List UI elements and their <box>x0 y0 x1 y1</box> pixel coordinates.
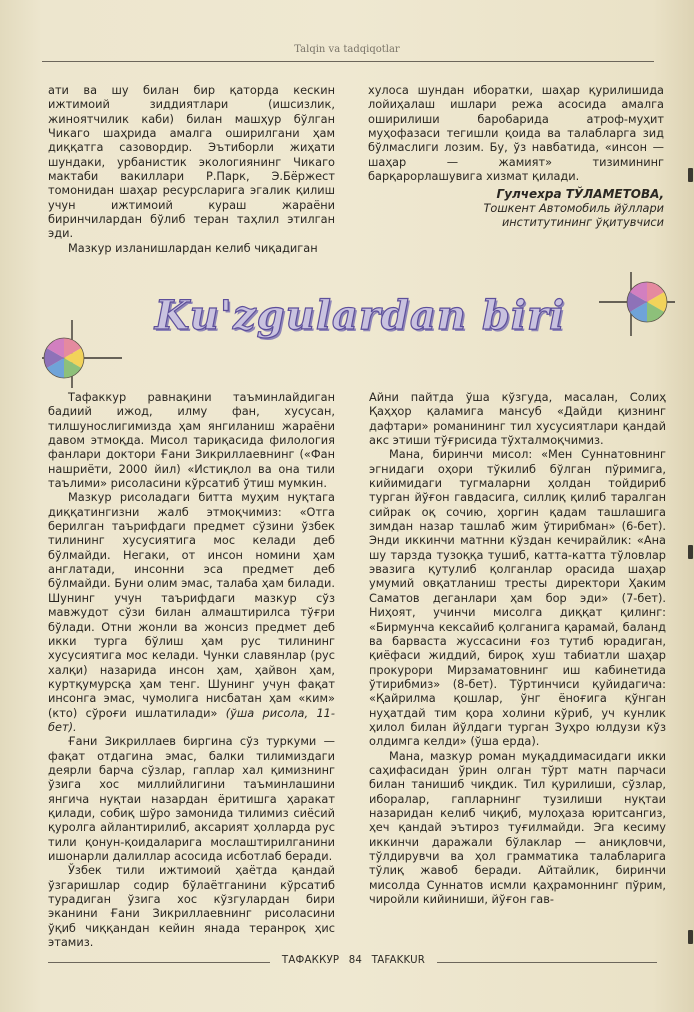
author-block <box>368 187 664 229</box>
paragraph: Ўзбек тили ижтимоий ҳаётда қандай ўзгаришлар содир бўлаётганини кўрсатиб турадиган ўзига хос кўзгулардан бири эканини Ғани Зикриллаевнинг рисоласини ўқиб чиққандан кейин янада теранроқ ҳис этамиз. <box>48 863 335 950</box>
paragraph: Тафаккур равнақини таъминлайдиган бадиий ижод, илму фан, хусусан, тилшунослигимизда ҳам янгиланиш жараёни давом этмоқда. Мисол тариқасида филология фанлари доктори Ғани Зикриллаевнинг («Фан нашриёти, 2000 йил) «Истиқлол ва она тили таълими» рисоласини кўрсатиб ўтиш мумкин. <box>48 390 335 491</box>
paragraph: Мана, биринчи мисол: «Мен Суннатовнинг эгнидаги оҳори тўкилиб бўлган пўримига, кийимидаги тугмаларни ҳолдан тойдириб турган йўғон гавдасига, силлиқ қилиб таралган сийрак оқ сочию, ҳоргин қадам ташлашига зимдан назар ташлаб жим ўтирибман» (6-бет). Энди иккинчи матнни кўздан кечирайлик: «Ана шу тарзда тузоққа тушиб, катта-катта тўловлар эвазига қутулиб қолганлар орасида шаҳар умумий овқатланиш тресты директори Ҳаким Саматов деганлари ҳам бор эди» (7-бет). Ниҳоят, учинчи мисолга диққат қилинг: «Бирмунча кексайиб қолганига қарамай, баланд ва барваста жуссасини ғоз тутиб юрадиган, қиёфаси жиддий, бироқ хуш табиатли шаҳар прокурори Мирзаматовнинг иш кабинетида ўтирибмиз» (8-бет). Тўртинчиси қуйидагича: «Қайрилма қошлар, ўнг ёноғига қўнган нуҳатдай тим қора холини кўриб, уч кунлик ҳилол билан йўлдаги турган Зуҳро юлдузи кўз олдимга келди» (ўша ерда). <box>369 447 666 749</box>
page-footer <box>270 955 437 966</box>
section-title: Ku'zgulardan biri <box>154 292 566 339</box>
paragraph: Мана, мазкур роман муқаддимасидаги икки саҳифасидан ўрин олган тўрт матн парчаси билан танишиб чиқдик. Тил қурилиши, сўзлар, иборалар, гапларнинг тузилиши нуқтаи назаридан келиб чиқиб, мулоҳаза юритсангиз, ҳеч қандай эътироз туғилмайди. Эга кесиму иккинчи даражали бўлаклар — аниқловчи, тўлдирувчи ва ҳол грамматика талабларига тўлиқ жавоб беради. Айтайлик, биринчи мисолда Суннатов исмли қаҳрамоннинг пўрим, чиройли кийиниши, йўғон гав- <box>369 748 666 907</box>
paragraph: хулоса шундан иборатки, шаҳар қурилишида лойиҳалаш ишлари режа асосида амалга оширилиши баробарида атроф-муҳит муҳофазаси тегишли қоида ва талабларга зид бўлмаслиги лозим. Бу, ўз навбатида, «инсон — шаҳар — жамият» тизимининг барқарорлашувига хизмат қилади. <box>368 83 664 184</box>
author-affiliation: Тошкент Автомобиль йўллари <box>483 201 664 215</box>
color-wheel-icon <box>595 272 675 336</box>
author-affiliation: институтининг ўқитувчиси <box>501 215 664 229</box>
citation: (ўша рисола, 11-бет). <box>48 705 335 734</box>
binding-mark <box>688 545 693 559</box>
binding-mark <box>688 168 693 182</box>
paragraph <box>48 490 335 734</box>
paragraph-text: Мазкур рисоладаги битта муҳим нуқтага диққатингизни жалб этмоқчимиз: «Отга берилган таърифдаги предмет сўзини ўзбек тилининг хусусиятига мос келади деб бўлмайди. Негаки, от инсон номини ҳам англатади, инсонни эса предмет деб бўлмайди. Буни олим эмас, талаба ҳам билади. Шунинг учун таърифдаги мазкур сўз мавжудот сўзи билан алмаштирилса тўғри бўлади. Отни жонли ва жонсиз предмет деб икки турга бўлиш ҳам рус тилининг хусусиятига мос келади. Чунки славянлар (рус халқи) назарида инсон ҳам, ҳайвон ҳам, куртқумурсқа ҳам тенг. Шунинг учун фақат инсонга эмас, чумолига нисбатан ҳам «ким» (кто) сўроғи ишлатилади» <box>48 490 335 720</box>
header-rule <box>42 61 654 62</box>
main-column-left <box>48 390 335 949</box>
author-name: Гулчехра ТЎЛАМЕТОВА, <box>496 187 664 202</box>
paragraph: ати ва шу билан бир қаторда кескин ижтимоий зиддиятлари (ишсизлик, жиноятчилик каби) билан машҳур бўлган Чикаго шаҳрида амалга оширилгани ҳам диққатга сазовордир. Эътиборли жиҳати шундаки, урбанистик экологиянинг Чикаго мактаби вакиллари Р.Парк, Э.Бёржест томонидан шаҳар ресурсларига эгалик қилиш учун ижтимоий кураш жараёни биринчилардан бўлиб теран таҳлил этилган эди. <box>48 83 335 241</box>
section-title-banner <box>150 288 570 350</box>
footer-rule <box>437 962 657 963</box>
paragraph: Айни пайтда ўша кўзгуда, масалан, Солиҳ Қаҳҳор қаламига мансуб «Дайди қизнинг дафтари» романининг тил хусусиятлари қандай акс этиши тўғрисида тўхталмоқчимиз. <box>369 390 666 448</box>
top-column-left <box>48 83 335 255</box>
paragraph: Ғани Зикриллаев биргина сўз туркуми — фақат отдагина эмас, балки тилимиздаги деярли барча сўзлар, гаплар хал қимизнинг ўзига хос миллийлигини таъминлашини янгича нуқтаи назардан ёритишга ҳаракат қилади, собиқ шўро замонида тилимиз сиёсий қуролга айлантирилиб, аксарият ҳолларда рус тили қонун-қоидаларига мослаштирилганини ишонарли далиллар асосида исботлаб беради. <box>48 734 335 863</box>
top-column-right <box>368 83 664 230</box>
color-wheel-icon <box>42 318 122 388</box>
running-head: Talqin va tadqiqotlar <box>294 44 400 55</box>
footer-left-label: ТАФАККУР <box>281 955 340 966</box>
paragraph: Мазкур изланишлардан келиб чиқадиган <box>68 240 318 255</box>
main-column-right <box>369 390 666 906</box>
footer-right-label: TAFAKKUR <box>371 955 426 966</box>
page-number: 84 <box>348 955 363 966</box>
footer-rule <box>48 962 270 963</box>
binding-mark <box>688 930 693 944</box>
